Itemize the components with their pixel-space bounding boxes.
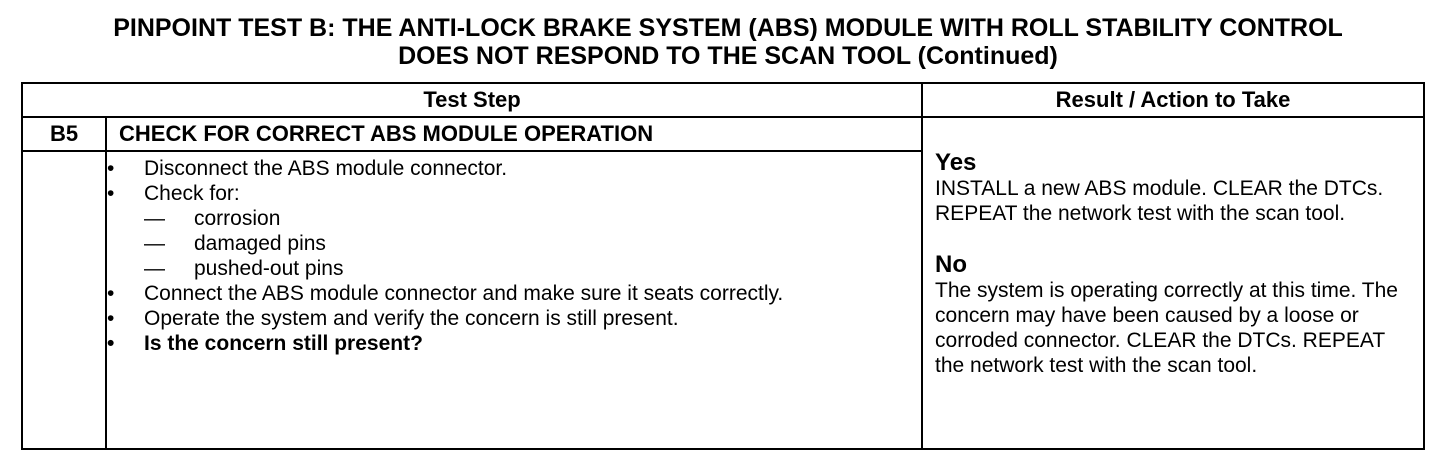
dash-icon: — (144, 207, 165, 230)
list-item (107, 281, 913, 306)
pinpoint-test-table (21, 82, 1425, 450)
header-result-action: Result / Action to Take (922, 83, 1424, 117)
result-yes-label: Yes (935, 149, 977, 176)
step-body (106, 151, 922, 449)
sub-list-item (107, 256, 913, 281)
title-line-2: DOES NOT RESPOND TO THE SCAN TOOL (Continued) (398, 42, 1058, 70)
header-test-step: Test Step (22, 83, 922, 117)
list-item-text: Check for: (144, 182, 240, 205)
step-id: B5 (22, 117, 106, 151)
sub-list-item (107, 231, 913, 256)
title-line-1: PINPOINT TEST B: THE ANTI-LOCK BRAKE SYSTEM (ABS) MODULE WITH ROLL STABILITY CONTROL (113, 14, 1343, 42)
result-no-label: No (935, 251, 968, 278)
list-item-text: Connect the ABS module connector and make sure it seats correctly. (144, 282, 784, 305)
step-title: CHECK FOR CORRECT ABS MODULE OPERATION (106, 117, 922, 151)
bullet-icon: • (107, 307, 115, 330)
bullet-icon: • (107, 332, 115, 355)
step-id-blank-cell (22, 151, 106, 449)
list-item-text: Disconnect the ABS module connector. (144, 157, 508, 180)
bullet-icon: • (107, 282, 115, 305)
result-no-text: The system is operating correctly at this time. The concern may have been caused by a loose or corroded connector. CLEAR the DTCs. REPEAT the network test with the scan tool. (935, 279, 1398, 377)
bullet-icon: • (107, 157, 115, 180)
list-item-question (107, 331, 913, 356)
list-item (107, 181, 913, 206)
result-yes-text: INSTALL a new ABS module. CLEAR the DTCs. REPEAT the network test with the scan tool. (935, 177, 1384, 225)
list-item-text: Operate the system and verify the concern is still present. (144, 307, 679, 330)
dash-icon: — (144, 257, 165, 280)
sub-list-item-text: corrosion (194, 207, 281, 230)
sub-list-item-text: pushed-out pins (194, 257, 344, 280)
dash-icon: — (144, 232, 165, 255)
result-cell (922, 117, 1424, 449)
list-item (107, 156, 913, 181)
step-instructions (107, 156, 913, 356)
sub-list-item (107, 206, 913, 231)
bullet-icon: • (107, 182, 115, 205)
list-item-text: Is the concern still present? (144, 332, 423, 355)
sub-list-item-text: damaged pins (194, 232, 326, 255)
list-item (107, 306, 913, 331)
page-title (0, 14, 1456, 70)
